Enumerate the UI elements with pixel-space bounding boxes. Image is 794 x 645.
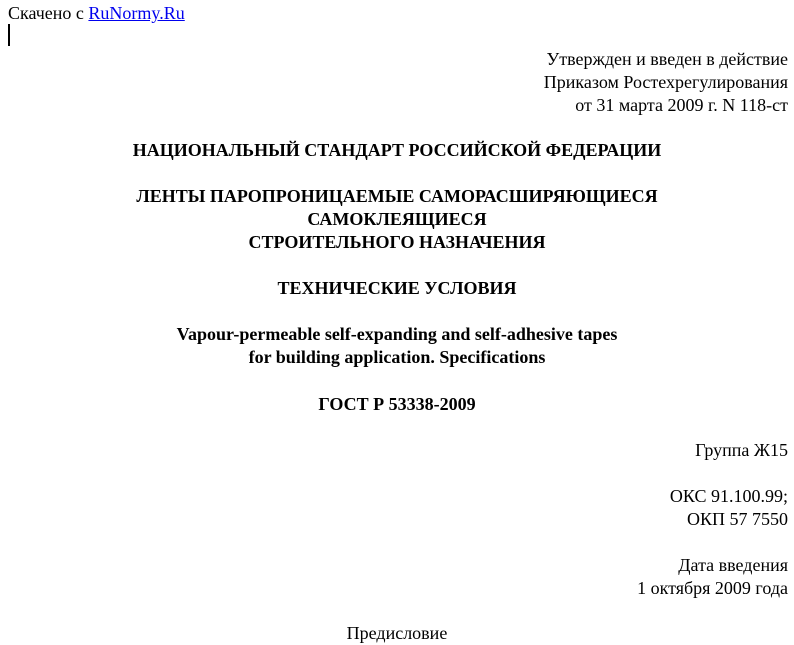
introduction-date-label: Дата введения <box>678 555 788 575</box>
approval-line: Приказом Ростехрегулирования <box>543 72 788 92</box>
approval-block <box>544 48 788 117</box>
title-english-line: Vapour-permeable self-expanding and self-adhesive tapes <box>176 324 618 344</box>
title-russian-line: СТРОИТЕЛЬНОГО НАЗНАЧЕНИЯ <box>248 232 546 252</box>
title-russian-line: ЛЕНТЫ ПАРОПРОНИЦАЕМЫЕ САМОРАСШИРЯЮЩИЕСЯ <box>136 186 658 206</box>
approval-line: Утвержден и введен в действие <box>546 49 788 69</box>
classifier-line: ОКС 91.100.99; <box>669 486 788 506</box>
source-prefix: Скачено с <box>8 3 89 23</box>
gost-code: ГОСТ Р 53338-2009 <box>318 394 476 414</box>
foreword-heading: Предисловие <box>346 623 448 643</box>
title-english-line: for building application. Specifications <box>248 347 546 367</box>
title-english <box>0 323 794 369</box>
title-russian <box>0 185 794 254</box>
text-cursor <box>8 24 10 46</box>
group-label: Группа Ж15 <box>695 440 788 460</box>
source-line <box>8 2 185 25</box>
classifier-line: ОКП 57 7550 <box>686 509 788 529</box>
source-link[interactable]: RuNormy.Ru <box>88 3 185 23</box>
introduction-date-value: 1 октября 2009 года <box>637 578 788 598</box>
title-russian-line: САМОКЛЕЯЩИЕСЯ <box>307 209 487 229</box>
national-standard-heading: НАЦИОНАЛЬНЫЙ СТАНДАРТ РОССИЙСКОЙ ФЕДЕРАЦИИ <box>132 140 662 160</box>
specifications-heading: ТЕХНИЧЕСКИЕ УСЛОВИЯ <box>277 278 517 298</box>
approval-line: от 31 марта 2009 г. N 118-ст <box>575 95 788 115</box>
introduction-date <box>637 554 788 600</box>
classifier-codes <box>670 485 788 531</box>
